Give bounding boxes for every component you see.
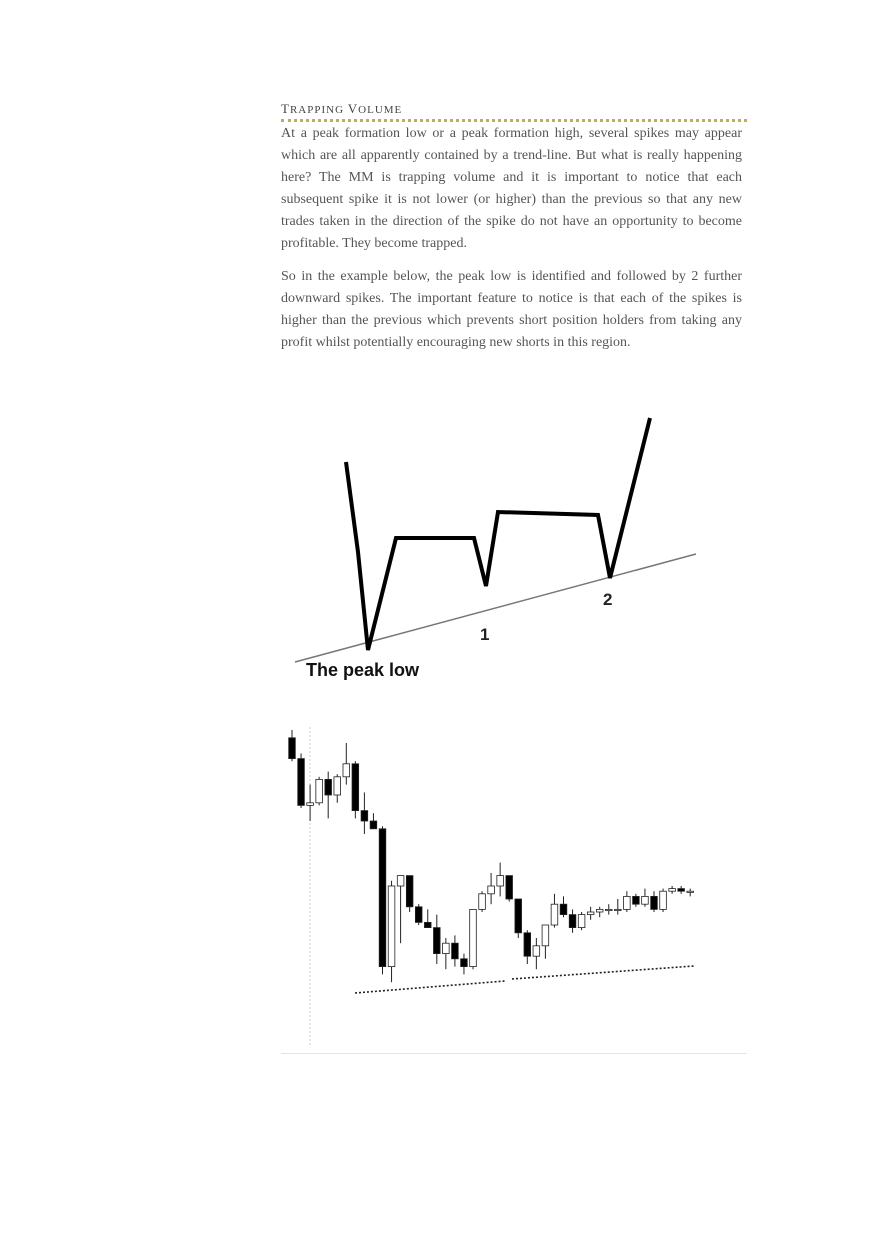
candle-body	[307, 803, 314, 806]
candle-body	[560, 904, 567, 914]
candle-body	[624, 896, 631, 909]
candle-body	[343, 764, 350, 777]
candle-body	[334, 777, 341, 795]
sketch-trendline	[295, 554, 696, 662]
paragraph-2: So in the example below, the peak low is identified and followed by 2 further downward spikes. The important feature to notice is that each of the spikes is higher than the previous which prevents short position holders from taking any profit whilst potentially encouraging new shorts in this region.	[281, 269, 742, 350]
candle-body	[497, 876, 504, 886]
candle-body	[506, 876, 513, 899]
candle-body	[551, 904, 558, 925]
candle-body	[578, 915, 585, 928]
candle-body	[533, 946, 540, 956]
bottom-divider	[281, 1053, 747, 1054]
support-trendline-right	[512, 966, 694, 979]
candle-body	[470, 909, 477, 966]
candle-body	[642, 896, 649, 904]
candle-body	[669, 889, 676, 892]
candle-body	[596, 909, 603, 912]
candle-body	[379, 829, 386, 967]
sketch-price-path	[346, 418, 650, 650]
candle-body	[488, 886, 495, 894]
candle-body	[633, 896, 640, 904]
candle-body	[461, 959, 468, 967]
sketch-label-2: 2	[603, 590, 613, 609]
candle-body	[651, 896, 658, 909]
candle-body	[479, 894, 486, 910]
candle-body	[289, 738, 296, 759]
candle-body	[406, 876, 413, 907]
trapping-volume-sketch	[290, 400, 710, 690]
candle-body	[352, 764, 359, 811]
candle-body	[298, 759, 305, 806]
candle-body	[587, 912, 594, 915]
sketch-label-peak-low: The peak low	[306, 660, 420, 680]
candle-body	[569, 915, 576, 928]
candle-body	[687, 891, 694, 892]
candle-body	[542, 925, 549, 946]
candle-body	[361, 811, 368, 821]
candle-body	[452, 943, 459, 959]
support-trendline-left	[355, 981, 505, 993]
candle-body	[415, 907, 422, 923]
sketch-label-1: 1	[480, 625, 490, 644]
candle-body	[388, 886, 395, 967]
candle-body	[325, 779, 332, 795]
paragraph-1: At a peak formation low or a peak formation high, several spikes may appear which are all apparently contained by a trend-line. But what is really happening here? The MM is trapping volume and it is important to notice that each subsequent spike it is not lower (or higher) than the previous so that any new trades taken in the direction of the spike do not have an opportunity to become profitable. They become trapped.	[281, 126, 742, 251]
candle-body	[678, 889, 685, 892]
candle-body	[515, 899, 522, 933]
candlestick-chart	[280, 722, 750, 1057]
candle-body	[316, 779, 323, 802]
candle-body	[397, 876, 404, 886]
candle-body	[443, 943, 450, 953]
candle-series	[289, 730, 694, 982]
candle-body	[434, 928, 441, 954]
candle-body	[524, 933, 531, 956]
candle-body	[370, 821, 377, 829]
section-heading	[281, 101, 747, 122]
candle-body	[424, 922, 431, 927]
section-title: TRAPPING VOLUME	[281, 101, 403, 116]
candle-body	[605, 909, 612, 910]
candle-body	[615, 909, 622, 910]
candle-body	[660, 891, 667, 909]
